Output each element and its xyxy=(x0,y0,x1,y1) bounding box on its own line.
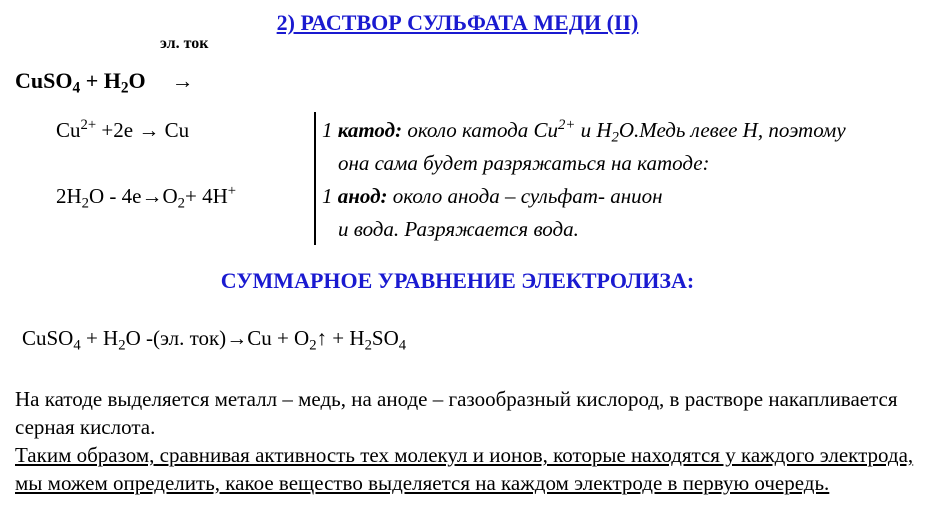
anode-note-line2: и вода. Разряжается вода. xyxy=(338,217,579,241)
anode-equation: $2H_2O - 4e\to O_2+ 4H^+$ xyxy=(56,182,237,212)
cathode-label: катод: xyxy=(337,118,403,142)
divider-line xyxy=(314,112,316,245)
result-paragraph: На катоде выделяется металл – медь, на аноде – газообразный кислород, в растворе накапливается серная кислота. xyxy=(15,387,898,439)
arrow-right-icon: → xyxy=(141,184,163,208)
page-title: 2) РАСТВОР СУЛЬФАТА МЕДИ (II) xyxy=(276,10,639,35)
anode-label: анод: xyxy=(337,184,388,208)
summary-heading: СУММАРНОЕ УРАВНЕНИЕ ЭЛЕКТРОЛИЗА: xyxy=(220,268,695,293)
arrow-up-icon: ↑ xyxy=(316,326,328,350)
cathode-note: 1 катод: около катода $Cu^{2+}$ и $H_2O.Медь$ левее H, поэтому xyxy=(322,116,846,146)
cathode-note-line2: она сама будет разряжаться на катоде: xyxy=(338,151,710,175)
reactant-cuso: CuSO xyxy=(15,68,73,93)
arrow-right-icon: → xyxy=(138,118,160,142)
summary-equation: CuSO$_4$ + $H_2O$ -(эл. $ток)\to Cu + O_2↑ + H_2SO_4$ xyxy=(22,326,407,354)
main-equation: CuSO$_4$ + $H_2O$ → xyxy=(15,68,194,97)
cathode-equation: $Cu^{2+} +2e \to Cu$ xyxy=(56,116,190,142)
conclusion-paragraph: Таким образом, сравнивая активность тех молекул и ионов, которые находятся у каждого электрода, мы можем определить, какое вещество выделяется на каждом электроде в первую очередь. xyxy=(15,443,914,495)
anode-note: 1 анод: около анода – сульфат- анион xyxy=(322,184,663,208)
arrow-right-icon: → xyxy=(226,326,248,350)
electric-current-label: эл. ток xyxy=(160,35,209,52)
arrow-right-icon: → xyxy=(171,68,194,93)
